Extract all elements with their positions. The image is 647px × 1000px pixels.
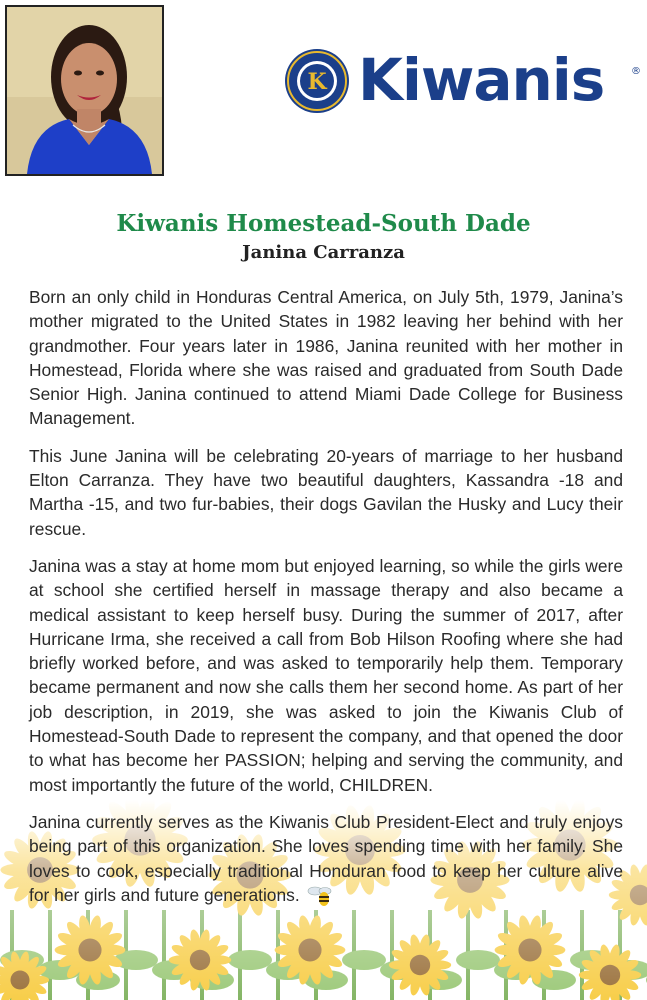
biography-text <box>29 285 623 920</box>
seal-letter: K <box>307 69 327 95</box>
kiwanis-international-seal-icon <box>284 48 350 114</box>
page-subtitle: Janina Carranza <box>242 242 405 263</box>
registered-mark: ® <box>631 66 641 77</box>
portrait-image <box>7 7 162 174</box>
bee-icon <box>306 885 334 907</box>
paragraph-1: Born an only child in Honduras Central America, on July 5th, 1979, Janina’s mother migrated to the United States in 1982 leaving her behind with her grandmother. Four years later in 1986, Janina reunited with her mother in Homestead, Florida where she was raised and graduated from South Dade Senior High. Janina continued to attend Miami Dade College for Business Management. <box>29 287 623 429</box>
paragraph-2: This June Janina will be celebrating 20-years of marriage to her husband Elton Carranza. They have two beautiful daughters, Kassandra -18 and Martha -15, and two fur-babies, their dogs Gavilan the Husky and Lucy their rescue. <box>29 445 623 539</box>
paragraph-4 <box>29 810 623 907</box>
page-title: Kiwanis Homestead-South Dade <box>116 210 531 237</box>
portrait-photo <box>5 5 164 176</box>
kiwanis-logo <box>284 44 644 116</box>
paragraph-4-text: Janina currently serves as the Kiwanis Club President-Elect and truly enjoys being part of this organization. She loves spending time with her family. She loves to cook, especially traditional Honduran food to keep her culture alive for her girls and future generations. <box>29 811 623 905</box>
kiwanis-wordmark: Kiwanis <box>358 46 605 114</box>
paragraph-3: Janina was a stay at home mom but enjoyed learning, so while the girls were at school she certified herself in massage therapy and also became a medical assistant to keep herself busy. During the summer of 2017, after Hurricane Irma, she received a call from Bob Hilson Roofing where she had briefly worked before, and was asked to temporarily help them. Temporary became permanent and now she calls them her second home. As part of her job description, in 2019, she was asked to join the Kiwanis Club of Homestead-South Dade to represent the company, and that opened the door to what has become her PASSION; helping and serving the community, and most importantly the future of the world, CHILDREN. <box>29 555 623 795</box>
